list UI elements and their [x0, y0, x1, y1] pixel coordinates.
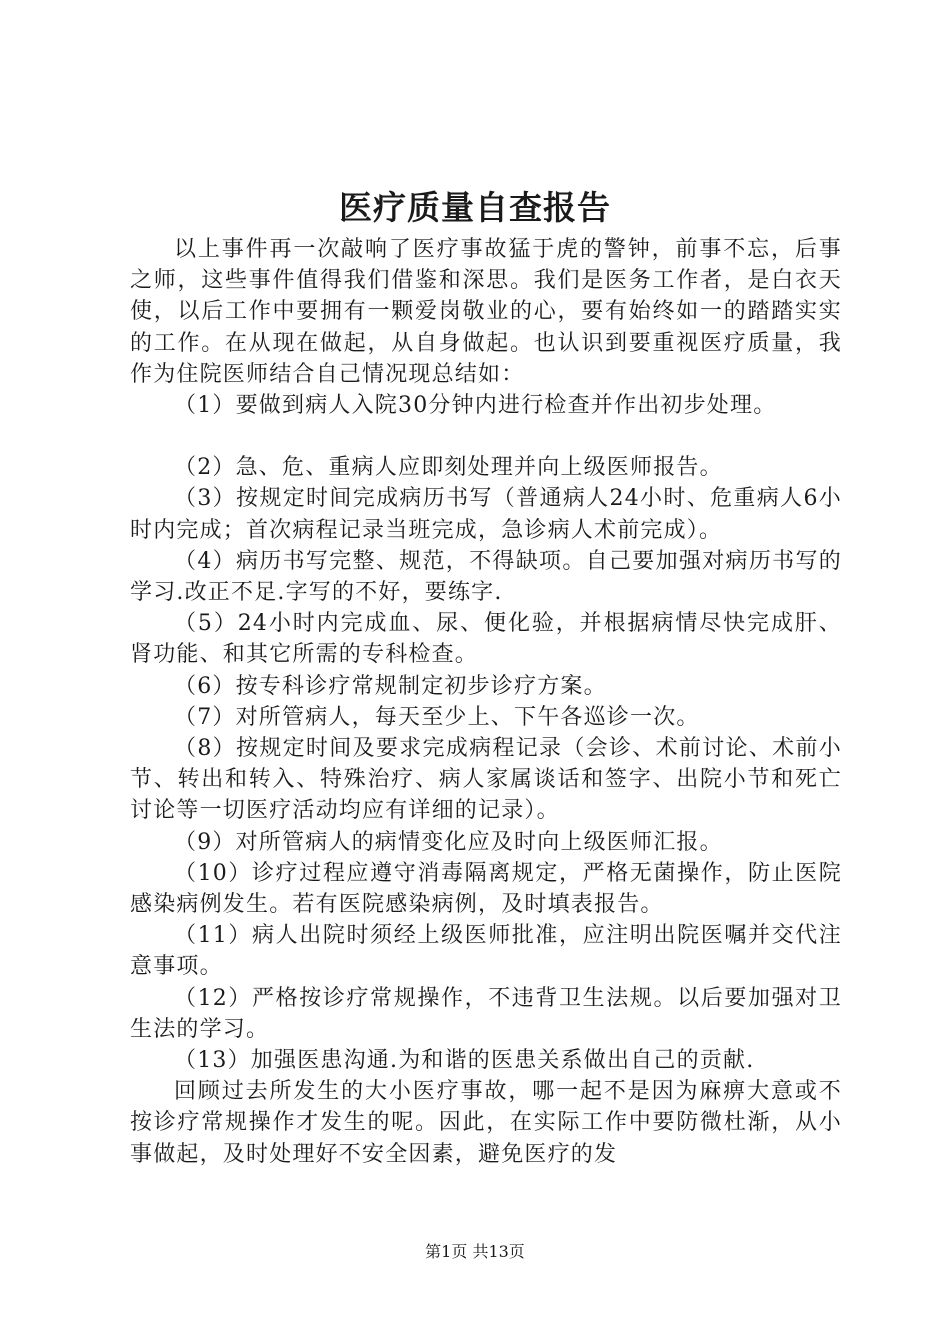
paragraph-intro: 以上事件再一次敲响了医疗事故猛于虎的警钟，前事不忘，后事之师，这些事件值得我们借鉴和深思。我们是医务工作者，是白衣天使，以后工作中要拥有一颗爱岗敬业的心，要有始终如一的踏踏实实的工作。在从现在做起，从自身做起。也认识到要重视医疗质量，我作为住院医师结合自己情况现总结如： — [130, 237, 842, 387]
paragraph-item-9: （9）对所管病人的病情变化应及时向上级医师汇报。 — [174, 829, 723, 855]
paragraph-conclusion: 回顾过去所发生的大小医疗事故，哪一起不是因为麻痹大意或不按诊疗常规操作才发生的呢。因此，在实际工作中要防微杜渐，从小事做起，及时处理好不安全因素，避免医疗的发 — [130, 1079, 842, 1167]
paragraph-item-5: （5）24小时内完成血、尿、便化验，并根据病情尽快完成肝、肾功能、和其它所需的专科检查。 — [130, 611, 842, 668]
paragraph-item-1: （1）要做到病人入院30分钟内进行检查并作出初步处理。 — [174, 393, 777, 419]
document-body — [130, 234, 842, 1170]
paragraph-item-11: （11）病人出院时须经上级医师批准，应注明出院医嘱并交代注意事项。 — [130, 923, 842, 980]
paragraph-item-13: （13）加强医患沟通.为和谐的医患关系做出自己的贡献. — [174, 1048, 755, 1074]
paragraph-item-12: （12）严格按诊疗常规操作，不违背卫生法规。以后要加强对卫生法的学习。 — [130, 985, 842, 1042]
paragraph-item-4: （4）病历书写完整、规范，不得缺项。自己要加强对病历书写的学习.改正不足.字写的不好，要练字. — [130, 548, 842, 606]
paragraph-item-6: （6）按专科诊疗常规制定初步诊疗方案。 — [174, 673, 607, 699]
paragraph-item-2: （2）急、危、重病人应即刻处理并向上级医师报告。 — [174, 455, 723, 481]
paragraph-item-10: （10）诊疗过程应遵守消毒隔离规定，严格无菌操作，防止医院感染病例发生。若有医院感染病例，及时填表报告。 — [130, 860, 842, 918]
paragraph-item-7: （7）对所管病人，每天至少上、下午各巡诊一次。 — [174, 704, 700, 730]
document-title: 医疗质量自查报告 — [339, 188, 611, 227]
paragraph-item-8: （8）按规定时间及要求完成病程记录（会诊、术前讨论、术前小节、转出和转入、特殊治疗、病人家属谈话和签字、出院小节和死亡讨论等一切医疗活动均应有详细的记录）。 — [130, 736, 842, 824]
page-footer: 第1页 共13页 — [425, 1242, 525, 1261]
paragraph-item-3: （3）按规定时间完成病历书写（普通病人24小时、危重病人6小时内完成；首次病程记录当班完成，急诊病人术前完成）。 — [130, 486, 842, 543]
